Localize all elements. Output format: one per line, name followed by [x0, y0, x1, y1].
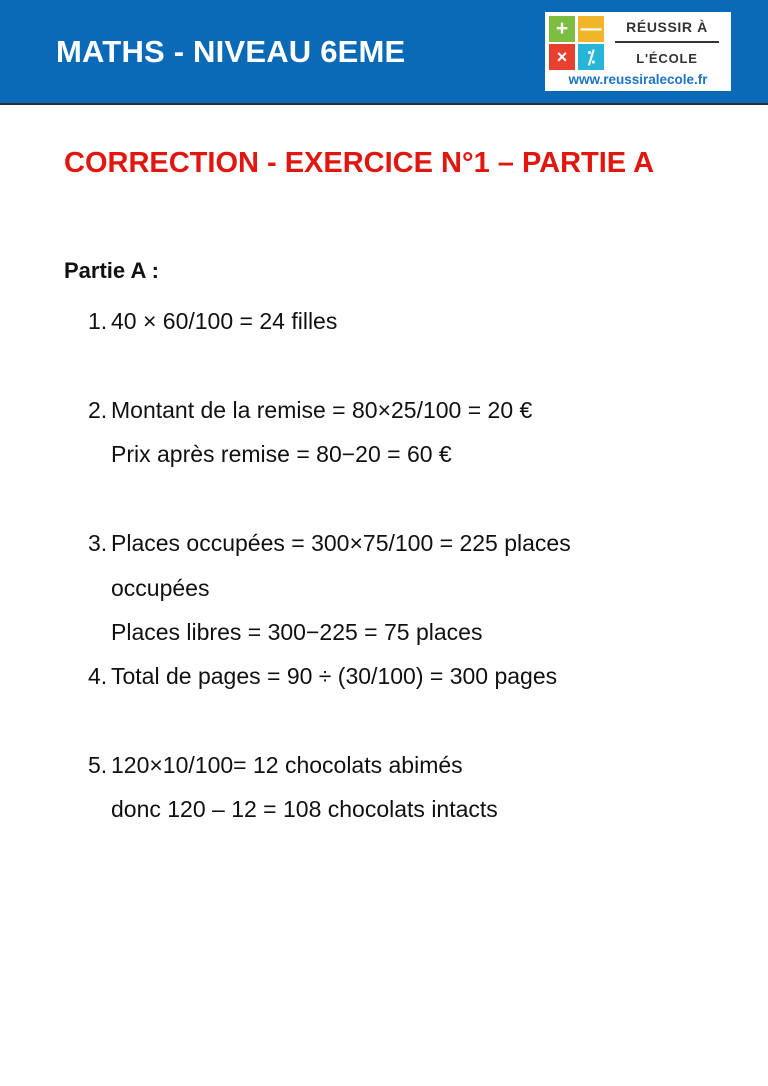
item-line: Prix après remise = 80−20 = 60 €	[111, 441, 452, 467]
item-number: 2.	[88, 397, 108, 423]
logo-url-link[interactable]: www.reussiralecole.fr	[568, 72, 708, 87]
item-line: occupées	[111, 575, 210, 601]
item-line: donc 120 – 12 = 108 chocolats intacts	[111, 796, 498, 822]
item-line: Places occupées = 300×75/100 = 225 places	[111, 530, 571, 556]
header-title: MATHS - NIVEAU 6EME	[56, 34, 406, 69]
minus-icon: —	[578, 16, 604, 42]
multiply-icon: ×	[549, 44, 575, 70]
item-number: 1.	[88, 308, 108, 334]
site-logo[interactable]	[545, 12, 731, 91]
item-number: 5.	[88, 752, 108, 778]
item-line: Total de pages = 90 ÷ (30/100) = 300 pages	[111, 663, 558, 689]
plus-icon: +	[549, 16, 575, 42]
item-line: Montant de la remise = 80×25/100 = 20 €	[111, 397, 533, 423]
logo-name-line2: L'ÉCOLE	[636, 51, 698, 66]
item-line: 40 × 60/100 = 24 filles	[111, 308, 338, 334]
item-number: 4.	[88, 663, 108, 689]
section-heading: Partie A :	[64, 258, 159, 283]
correction-title: CORRECTION - EXERCICE N°1 – PARTIE A	[64, 147, 655, 179]
item-number: 3.	[88, 530, 108, 556]
item-line: Places libres = 300−225 = 75 places	[111, 619, 483, 645]
logo-divider	[615, 41, 719, 43]
percent-icon: ⁒	[578, 44, 604, 70]
logo-name-line1: RÉUSSIR À	[626, 19, 708, 35]
item-line: 120×10/100= 12 chocolats abimés	[111, 752, 463, 778]
page-header	[0, 0, 768, 105]
